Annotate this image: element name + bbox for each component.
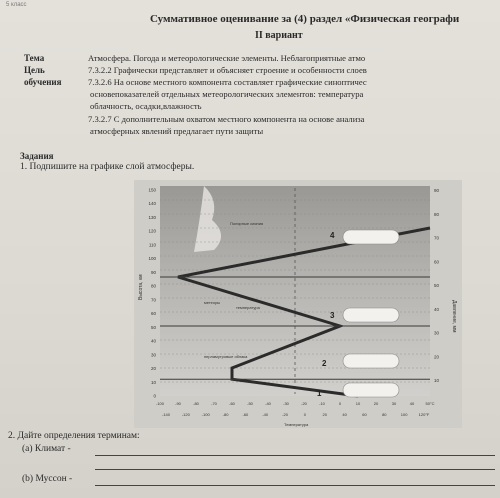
right-axis-label: Давление, мм bbox=[451, 300, 457, 333]
goal-line-3: основепоказателей отдельных метеорологических элементов: температура bbox=[90, 89, 364, 99]
corner-note: 5 класс bbox=[6, 2, 27, 8]
answer-box-4[interactable] bbox=[343, 230, 399, 244]
fahrenheit-tick-label: -60 bbox=[242, 412, 249, 417]
goal-line-4: облачность, осадки,влажность bbox=[90, 101, 202, 111]
left-tick-label: 30 bbox=[150, 352, 156, 358]
celsius-tick-label: -100 bbox=[155, 401, 165, 406]
celsius-tick-label: 40 bbox=[409, 401, 415, 406]
answer-box-1[interactable] bbox=[343, 383, 399, 397]
fahrenheit-tick-label: 0 bbox=[303, 412, 307, 417]
tasks-heading: Задания bbox=[20, 151, 54, 161]
left-tick-label: 90 bbox=[150, 269, 156, 275]
left-axis-label: Высота, км bbox=[138, 274, 144, 300]
left-tick-label: 150 bbox=[148, 187, 156, 193]
goal-label: Цель bbox=[24, 65, 45, 75]
answer-box-2[interactable] bbox=[343, 354, 399, 368]
celsius-tick-label: -70 bbox=[211, 401, 217, 406]
fahrenheit-tick-label: -80 bbox=[222, 412, 229, 417]
celsius-tick-label: 20 bbox=[373, 401, 379, 406]
goal-line-6: атмосферных явлений предлагает пути защиты bbox=[90, 126, 264, 136]
left-tick-label: 110 bbox=[148, 242, 156, 248]
fahrenheit-tick-label: 20 bbox=[322, 412, 327, 417]
goal-label-2: обучения bbox=[24, 77, 62, 87]
note-aurora: Полярные сияния bbox=[230, 221, 264, 226]
page-title: Суммативное оценивание за (4) раздел «Физическая географи bbox=[150, 13, 460, 25]
right-tick-label: 30 bbox=[434, 330, 440, 336]
layer-number-1: 1 bbox=[317, 389, 322, 398]
term-climate: (а) Климат - bbox=[22, 444, 71, 454]
right-tick-label: 40 bbox=[434, 306, 440, 312]
note-meteors: метеоры bbox=[204, 300, 221, 305]
fahrenheit-tick-label: -20 bbox=[282, 412, 288, 417]
celsius-tick-label: -30 bbox=[283, 401, 289, 406]
left-tick-label: 100 bbox=[148, 256, 156, 262]
bottom-axis-label: Температура bbox=[284, 422, 309, 427]
celsius-tick-label: 10 bbox=[355, 401, 361, 406]
celsius-tick-label: -40 bbox=[265, 401, 271, 406]
right-tick-label: 50 bbox=[434, 283, 440, 288]
celsius-tick-label: 50°C bbox=[425, 401, 435, 406]
term-monsoon: (b) Муссон - bbox=[22, 474, 73, 484]
layer-number-2: 2 bbox=[322, 359, 327, 368]
goal-line-1: 7.3.2.2 Графически представляет и объясняет строение и особенности слоев bbox=[88, 65, 367, 75]
celsius-tick-label: -50 bbox=[247, 401, 253, 406]
left-tick-label: 50 bbox=[150, 324, 156, 330]
topic-text: Атмосфера. Погода и метеорологические элементы. Неблагоприятные атмо bbox=[88, 53, 366, 63]
answer-line-monsoon[interactable] bbox=[95, 485, 495, 486]
variant-label: II вариант bbox=[255, 30, 303, 41]
left-tick-label: 40 bbox=[150, 338, 156, 344]
answer-line-climate-2[interactable] bbox=[95, 469, 495, 470]
fahrenheit-tick-label: 60 bbox=[362, 412, 367, 417]
right-tick-label: 80 bbox=[434, 211, 440, 217]
note-temperature: температура bbox=[236, 305, 260, 310]
fahrenheit-tick-label: -40 bbox=[262, 412, 269, 417]
right-tick-label: 10 bbox=[434, 378, 440, 383]
fahrenheit-tick-label: 100 bbox=[400, 412, 408, 417]
left-tick-label: 80 bbox=[150, 283, 156, 289]
celsius-tick-label: -10 bbox=[319, 401, 325, 406]
celsius-tick-label: 30 bbox=[391, 401, 397, 406]
celsius-tick-label: -90 bbox=[175, 401, 181, 406]
fahrenheit-tick-label: -100 bbox=[201, 412, 210, 417]
left-tick-label: 10 bbox=[150, 379, 156, 385]
fahrenheit-tick-label: -120 bbox=[181, 412, 190, 417]
fahrenheit-tick-label: -140 bbox=[161, 412, 171, 417]
left-tick-label: 70 bbox=[150, 297, 156, 303]
right-tick-label: 20 bbox=[434, 354, 440, 360]
left-tick-label: 120 bbox=[148, 228, 156, 234]
goal-line-2: 7.3.2.6 На основе местного компонента составляет графические синоптичес bbox=[88, 77, 367, 87]
topic-label: Тема bbox=[24, 53, 45, 63]
left-tick-label: 60 bbox=[150, 311, 156, 317]
question-2: 2. Дайте определения терминам: bbox=[8, 431, 140, 441]
left-tick-label: 140 bbox=[148, 201, 156, 207]
note-clouds: перламутровые облака bbox=[204, 354, 248, 359]
right-tick-label: 70 bbox=[434, 235, 440, 241]
layer-number-3: 3 bbox=[330, 311, 335, 320]
right-tick-label: 60 bbox=[434, 259, 440, 265]
celsius-tick-label: 0 bbox=[338, 401, 342, 406]
answer-box-3[interactable] bbox=[343, 308, 399, 322]
goal-line-5: 7.3.2.7 С дополнительным охватом местного компонента на основе анализа bbox=[88, 114, 365, 124]
left-tick-label: 130 bbox=[148, 214, 156, 220]
right-tick-label: 90 bbox=[434, 188, 440, 193]
layer-number-4: 4 bbox=[330, 231, 335, 240]
celsius-tick-label: -80 bbox=[193, 401, 199, 406]
fahrenheit-tick-label: 40 bbox=[342, 412, 347, 417]
question-1: 1. Подпишите на графике слой атмосферы. bbox=[20, 162, 195, 172]
left-tick-label: 20 bbox=[150, 366, 156, 372]
celsius-tick-label: -20 bbox=[301, 401, 307, 406]
celsius-tick-label: -60 bbox=[229, 401, 235, 406]
left-tick-label: 0 bbox=[153, 393, 156, 399]
fahrenheit-tick-label: 80 bbox=[382, 412, 387, 417]
fahrenheit-tick-label: 120°F bbox=[418, 412, 430, 417]
atmosphere-diagram bbox=[134, 180, 462, 428]
answer-line-climate[interactable] bbox=[95, 455, 495, 456]
